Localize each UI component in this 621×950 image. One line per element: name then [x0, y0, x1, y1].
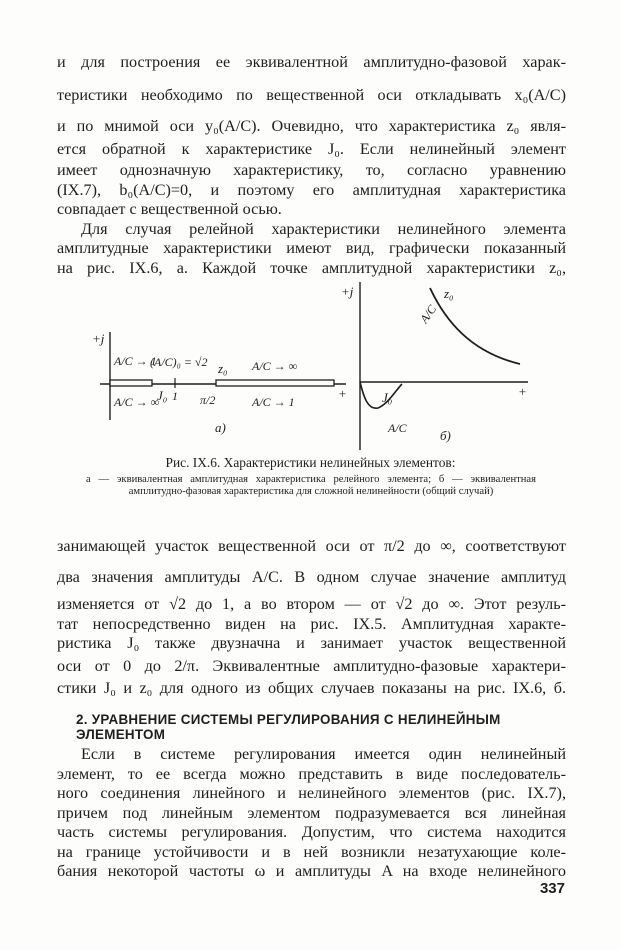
text-line: бания некоторой частоты ω и амплитуды A на входе нелинейного [57, 862, 566, 880]
panel-a-plus: + [338, 386, 347, 401]
text-line: и по мнимой оси y₀(A/C). Очевидно, что характеристика z₀ явля- [57, 117, 566, 135]
panel-b-label-j0: J₀ [382, 390, 393, 405]
panel-b-plus: + [518, 384, 527, 399]
panel-a-label-j0: J₀ [157, 388, 168, 403]
text-line: тат непосредственно виден на рис. IX.5. Амплитудная характе- [57, 615, 566, 633]
text-line: теристики необходимо по вещественной оси откладывать x₀(A/C) [57, 86, 566, 104]
text-line: Если в системе регулирования имеется один нелинейный [81, 745, 566, 763]
figure-caption-body: а — эквивалентная амплитудная характеристика релейного элемента; б — эквивалентная амплитудно-фазовая характеристика для сложной нелинейности (общий случай) [86, 474, 536, 497]
panel-a-label-one: 1 [172, 389, 178, 403]
text-line: ристика J₀ также двузначна и занимает участок вещественной [57, 634, 566, 652]
text-line: имеет однозначную характеристику, то, согласно уравнению [57, 161, 566, 179]
panel-a-label-lower-right: A/C → 1 [252, 395, 295, 409]
panel-b [360, 282, 528, 450]
panel-b-j0-curve [360, 382, 402, 408]
panel-a-z0-segment [216, 380, 334, 386]
panel-a-letter: а) [215, 420, 226, 435]
text-line: оси от 0 до 2/π. Эквивалентные амплитудно-фазовые характери- [57, 657, 566, 675]
text-line: ного соединения линейного и нелинейного элементов (рис. IX.7), [57, 784, 566, 802]
text-line: часть системы регулирования. Допустим, что система находится [57, 823, 566, 841]
text-line: два значения амплитуды A/C. В одном случае значение амплитуд [57, 568, 566, 586]
text-line: ется обратной к характеристике J₀. Если нелинейный элемент [57, 140, 566, 158]
panel-a-label-lower-left: A/C → ∞ [114, 395, 160, 409]
text-line: и для построения ее эквивалентной амплитудно-фазовой харак- [57, 53, 566, 71]
text-line: изменяется от √2 до 1, а во втором — от √2 до ∞. Этот резуль- [57, 595, 566, 613]
panel-b-label-a-over-c-top: A/C [416, 302, 440, 326]
text-line: на рис. IX.6, а. Каждой точке амплитудной характеристики z₀, [57, 259, 566, 277]
text-line: на границе устойчивости и в ней возникли незатухающие коле- [57, 843, 566, 861]
figure-ix6 [0, 280, 621, 460]
panel-b-letter: б) [440, 428, 451, 443]
text-line: элемент, то ее всегда можно представить в виде последователь- [57, 765, 566, 783]
text-line: амплитудные характеристики имеют вид, графически показанный [57, 239, 566, 257]
text-line: (IX.7), b₀(A/C)=0, и поэтому его амплитудная характеристика [57, 181, 566, 199]
panel-a-label-pi-half: π/2 [200, 393, 216, 407]
text-line: совпадает с вещественной осью. [57, 200, 282, 218]
page-number: 337 [539, 880, 565, 897]
text-line: причем под линейным элементом подразумевается вся линейная [57, 804, 566, 822]
panel-b-label-a-over-c-bottom: A/C [388, 421, 407, 435]
panel-a-j0-segment [110, 380, 152, 386]
section-heading: 2. УРАВНЕНИЕ СИСТЕМЫ РЕГУЛИРОВАНИЯ С НЕЛИНЕЙНЫМ ЭЛЕМЕНТОМ [76, 712, 501, 742]
panel-b-axis-label: +j [341, 284, 354, 299]
text-line: занимающей участок вещественной оси от π/2 до ∞, соответствуют [57, 537, 566, 555]
panel-a-label-upper-left: A/C → 1 [114, 354, 157, 368]
panel-a-label-upper-right: A/C → ∞ [252, 359, 298, 373]
panel-b-label-z0: z₀ [444, 286, 454, 301]
panel-a-axis-label: +j [92, 331, 105, 346]
text-line: стики J₀ и z₀ для одного из общих случаев показаны на рис. IX.6, б. [57, 679, 566, 697]
figure-caption-title: Рис. IX.6. Характеристики нелинейных элементов: [165, 455, 456, 470]
panel-a-label-bracket: (A/C)₀ = √2 [150, 355, 208, 369]
panel-a-label-z0: z₀ [218, 361, 228, 376]
text-line: Для случая релейной характеристики нелинейного элемента [81, 220, 566, 238]
